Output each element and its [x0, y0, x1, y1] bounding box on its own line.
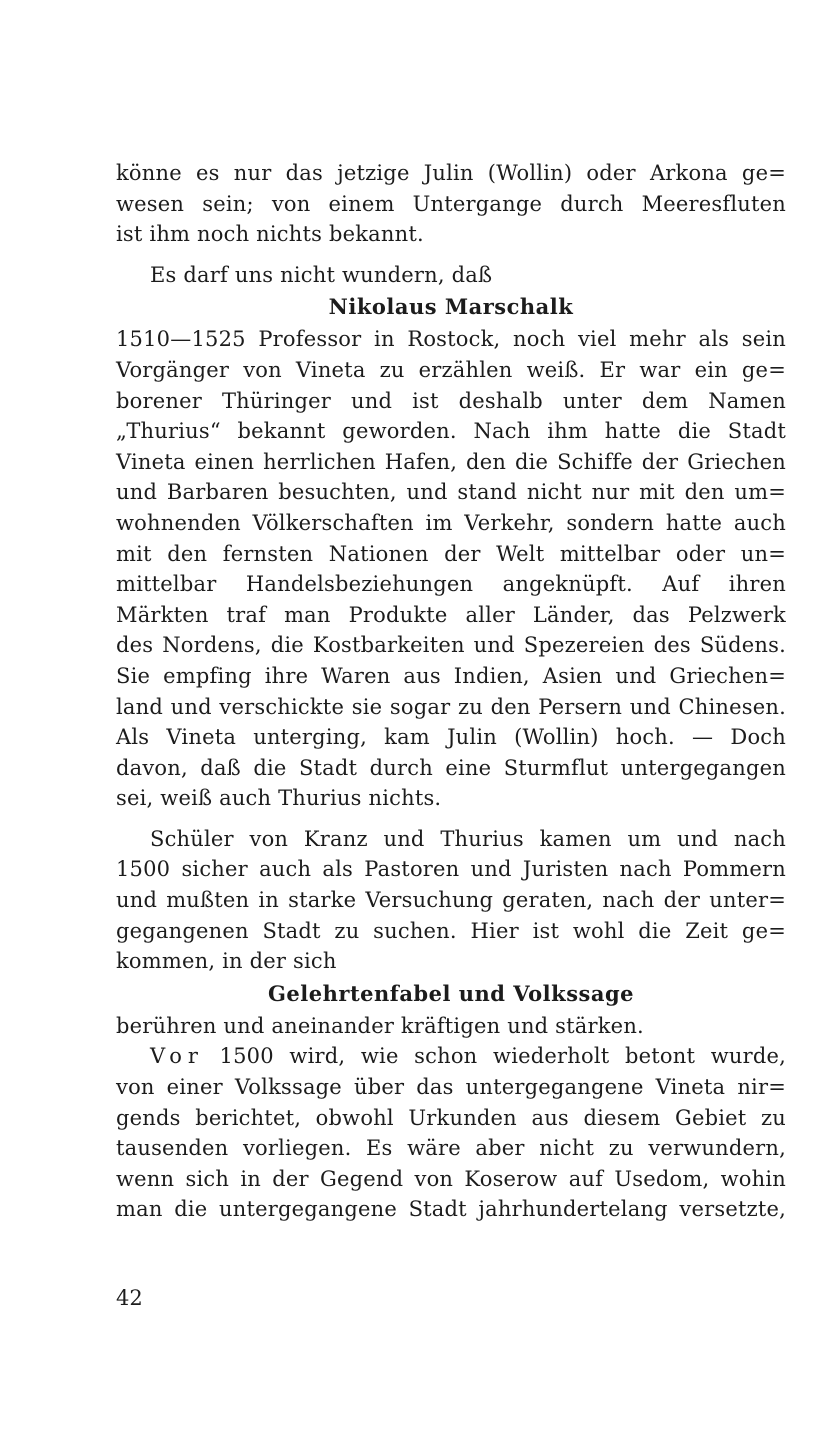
page-text-block	[116, 158, 786, 1225]
text-line: mittelbar Handelsbeziehungen angeknüpft. Auf ihren	[116, 572, 786, 597]
text-line: ist ihm noch nichts bekannt.	[116, 222, 424, 247]
text-line: des Nordens, die Kostbarkeiten und Spezereien des Südens.	[116, 633, 786, 658]
text-line: und Barbaren besuchten, und stand nicht nur mit den um=	[116, 480, 786, 505]
emphasized-word: Vor	[150, 1044, 204, 1069]
text-line: Märkten traf man Produkte aller Länder, das Pelzwerk	[116, 602, 786, 627]
text-line: tausenden vorliegen. Es wäre aber nicht zu verwundern,	[116, 1136, 786, 1161]
paragraph-gap	[116, 814, 786, 824]
text-line: wenn sich in der Gegend von Koserow auf Usedom, wohin	[116, 1166, 786, 1191]
text-line: Als Vineta unterging, kam Julin (Wollin) hoch. — Doch	[116, 725, 786, 750]
text-line: „Thurius“ bekannt geworden. Nach ihm hatte die Stadt	[116, 419, 786, 444]
text-line: wesen sein; von einem Untergange durch Meeresfluten	[116, 191, 786, 216]
text-line: man die untergegangene Stadt jahrhundertelang versetzte,	[116, 1197, 786, 1222]
text-line: Vineta einen herrlichen Hafen, den die Schiffe der Griechen	[116, 449, 786, 474]
paragraph-gap	[116, 250, 786, 260]
text-line: mit den fernsten Nationen der Welt mittelbar oder un=	[116, 541, 786, 566]
text-line: borener Thüringer und ist deshalb unter dem Namen	[116, 388, 786, 413]
text-line: von einer Volkssage über das untergegangene Vineta nir=	[116, 1075, 786, 1100]
text-fragment: 1500 wird, wie schon wiederholt betont wurde,	[203, 1044, 786, 1069]
text-line: sei, weiß auch Thurius nichts.	[116, 786, 442, 811]
text-line: kommen, in der sich	[116, 949, 337, 974]
text-line: könne es nur das jetzige Julin (Wollin) oder Arkona ge=	[116, 161, 786, 185]
text-line: Sie empfing ihre Waren aus Indien, Asien und Griechen=	[116, 663, 786, 688]
text-line: berühren und aneinander kräftigen und stärken.	[116, 1013, 644, 1038]
text-line: 1500 sicher auch als Pastoren und Juristen nach Pommern	[116, 857, 786, 882]
text-line: wohnenden Völkerschaften im Verkehr, sondern hatte auch	[116, 510, 786, 535]
text-line: Es darf uns nicht wundern, daß	[150, 262, 493, 287]
text-line: 1510—1525 Professor in Rostock, noch viel mehr als sein	[116, 327, 786, 352]
text-line: gends berichtet, obwohl Urkunden aus diesem Gebiet zu	[116, 1105, 786, 1130]
text-line: land und verschickte sie sogar zu den Persern und Chinesen.	[116, 694, 786, 719]
text-line: Schüler von Kranz und Thurius kamen um und nach	[150, 826, 786, 851]
text-line: gegangenen Stadt zu suchen. Hier ist wohl die Zeit ge=	[116, 918, 786, 943]
section-heading: Nikolaus Marschalk	[328, 294, 574, 320]
text-line: davon, daß die Stadt durch eine Sturmflut untergegangen	[116, 755, 786, 780]
page-number: 42	[116, 1286, 143, 1310]
text-line: Vorgänger von Vineta zu erzählen weiß. Er war ein ge=	[116, 357, 786, 382]
text-line	[116, 1041, 786, 1072]
text-line: und mußten in starke Versuchung geraten, nach der unter=	[116, 888, 786, 913]
section-heading: Gelehrtenfabel und Volkssage	[268, 980, 634, 1006]
